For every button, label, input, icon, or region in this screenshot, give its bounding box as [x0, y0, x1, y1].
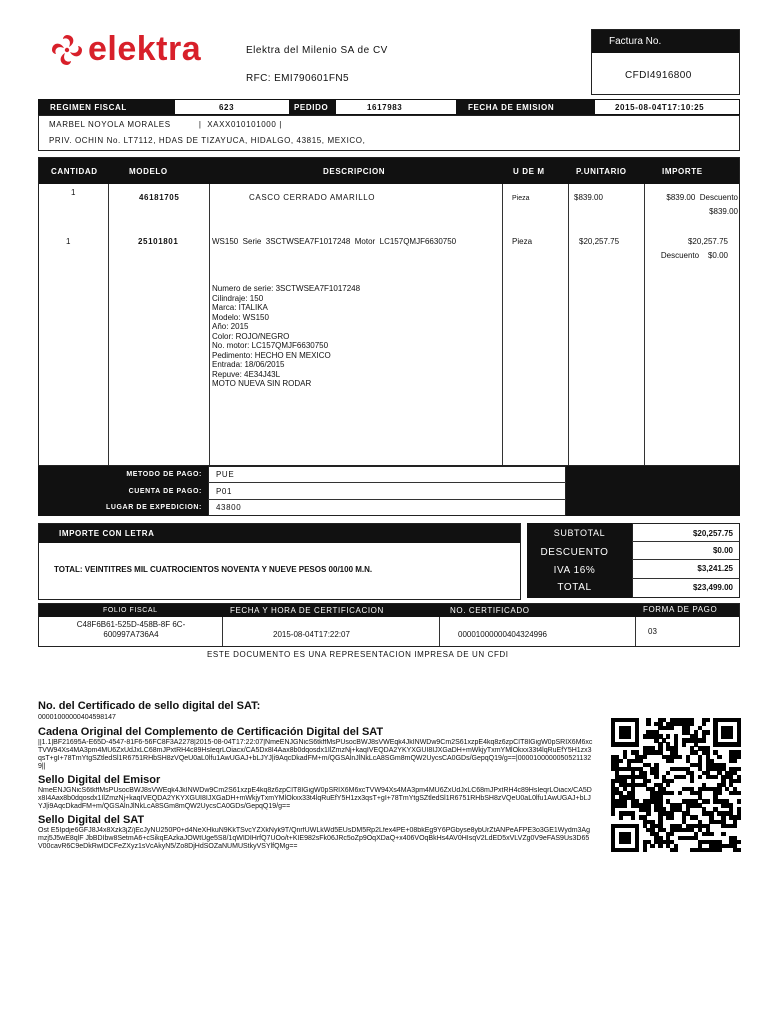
payment-values-box — [208, 466, 566, 516]
qr-code — [611, 718, 741, 852]
row1-qty: 1 — [71, 188, 76, 197]
qr-module — [611, 811, 615, 815]
qr-module — [733, 759, 737, 763]
pedido-label: PEDIDO — [294, 103, 329, 112]
brand-name: elektra — [88, 30, 202, 68]
iva-value: $3,241.25 — [697, 564, 733, 573]
qr-module — [670, 832, 674, 836]
qr-module — [666, 783, 670, 787]
regimen-value-cell — [175, 99, 289, 115]
qr-module — [706, 730, 710, 734]
amount-letter-value: TOTAL: VEINTITRES MIL CUATROCIENTOS NOVENTA Y NUEVE PESOS 00/100 M.N. — [54, 565, 373, 574]
col-modelo: MODELO — [129, 167, 168, 176]
lugar-value: 43800 — [216, 503, 242, 512]
qr-module — [709, 832, 713, 836]
detail-line: MOTO NUEVA SIN RODAR — [212, 379, 312, 388]
invoice-label — [592, 30, 739, 53]
item-details — [212, 284, 360, 389]
col-udem: U DE M — [513, 167, 545, 176]
fecha-emision-value: 2015-08-04T17:10:25 — [615, 103, 705, 112]
qr-module — [623, 803, 627, 807]
qr-module — [706, 718, 710, 722]
subtotal-value: $20,257.75 — [692, 529, 733, 538]
qr-module — [737, 755, 741, 759]
qr-module — [682, 775, 686, 779]
detail-line: Cilindraje: 150 — [212, 293, 264, 303]
elektra-flower-icon — [48, 31, 86, 69]
iva-label: IVA 16% — [553, 565, 596, 576]
regimen-label: REGIMEN FISCAL — [50, 103, 127, 112]
row1-desc: CASCO CERRADO AMARILLO — [249, 193, 376, 202]
qr-module — [717, 755, 721, 759]
qr-module — [737, 767, 741, 771]
qr-module — [717, 791, 721, 795]
amount-letter-header — [39, 524, 520, 543]
detail-line: Modelo: WS150 — [212, 312, 269, 322]
row2-model: 25101801 — [138, 237, 179, 246]
sat-seal-value: Ost E5Ipdje6GFJ8J4x8Xzk3jZ/jEcJyNU250P0+d4NeXHkuN9KkTSvcYZXkNyk9T/QnrfUWLkWd5EUsDM5Rp2Lfex4PE+08bkEg9Y6PGbyse8ybUrZtANPeAFPE3o3GE1Wydm3Agmzj5J5wE8qlF JbBDIbw8SetmA6+cSikqEAzkaJOWtUge5S8/1qWIDIHrfQ7UOo/t+KIE982sFk06JRc5oZp9OqXDaQ+x406VOqBkHs4AV0HIsqV2LdED5xVLVZg0V9eFAS9Us3D65V00cavR6C9eDkRwIDCFeZXyz1sVcAkyN5/Zo8DjHdSOZaNUMUStkyVSYlfQMg== — [38, 827, 590, 850]
row1-import-2: $839.00 — [709, 207, 738, 216]
detail-line: Marca: ITALIKA — [212, 303, 268, 312]
qr-module — [670, 815, 674, 819]
col-descripcion: DESCRIPCION — [323, 167, 386, 176]
fecha-emision-cell — [594, 99, 740, 115]
qr-module — [670, 779, 674, 783]
qr-module — [737, 779, 741, 783]
divider — [502, 184, 503, 465]
metodo-label: METODO DE PAGO: — [126, 471, 202, 478]
divider — [568, 184, 569, 465]
descuento-label: DESCUENTO — [540, 547, 609, 558]
qr-module — [690, 779, 694, 783]
amount-letter-box — [38, 523, 521, 600]
row1-model: 46181705 — [139, 193, 180, 202]
detail-line: Repuve: 4E34J43L — [212, 369, 281, 379]
qr-module — [698, 775, 702, 779]
qr-module — [737, 799, 741, 803]
qr-module — [654, 775, 658, 779]
col-importe: IMPORTE — [662, 167, 703, 176]
fecha-cert-label: FECHA Y HORA DE CERTIFICACION — [230, 606, 384, 615]
qr-module — [627, 734, 631, 738]
totals-divider — [632, 541, 740, 542]
totals-divider — [632, 559, 740, 560]
items-table — [38, 157, 740, 466]
issuer-rfc: RFC: EMI790601FN5 — [246, 73, 349, 84]
row1-import-1: $839.00 Descuento — [666, 193, 738, 202]
issuer-name: Elektra del Milenio SA de CV — [246, 45, 388, 56]
row2-unit: Pieza — [512, 237, 533, 246]
sat-seal-label: Sello Digital del SAT — [38, 814, 145, 826]
fiscal-divider — [222, 617, 223, 646]
qr-module — [674, 848, 678, 852]
amount-letter-label: IMPORTE CON LETRA — [59, 529, 155, 538]
row1-price: $839.00 — [574, 193, 603, 202]
invoice-number: CFDI4916800 — [625, 70, 692, 81]
lugar-label: LUGAR DE EXPEDICION: — [105, 504, 202, 511]
cert-sat-label: No. del Certificado de sello digital del SAT: — [38, 700, 261, 712]
detail-line: Entrada: 18/06/2015 — [212, 360, 285, 369]
cert-value: 00001000000404324996 — [458, 630, 547, 639]
qr-module — [717, 848, 721, 852]
address-line: PRIV. OCHIN No. LT7112, HDAS DE TIZAYUCA, HIDALGO, 43815, MEXICO, — [49, 136, 366, 145]
items-table-header — [39, 158, 739, 184]
forma-value: 03 — [648, 627, 657, 636]
qr-module — [690, 722, 694, 726]
fiscal-box — [38, 603, 740, 647]
elektra-logo — [48, 28, 223, 72]
invoice-label-text: Factura No. — [609, 36, 662, 47]
metodo-value: PUE — [216, 470, 235, 479]
fiscal-divider — [635, 617, 636, 646]
qr-module — [619, 815, 623, 819]
payment-right-bg — [566, 466, 740, 516]
emisor-value: NmeENJGNicS6tkffMsPUsocBWJ8sVWEqk4JkINWDw9Cm2S61xzpE4kq8z6zpCIT8IGigW0pSRIX6M6xcTVW94Xs4MA3pm4MU6ZxUdJxLC68mJPxtRH4c89HsIeqrLOiacx/CA5Dx8I4Aax8b0dqosdx1IlZmzNj+kaqIVEQDA2YKYXGUI8IJXGaDH+mWkjyTxmYMlOkxx33t4lqRuEfY5H1zx3qsT+gI+78TmYtgSZtledSl1R6751RHbSH8zVQeU0aL0lfu1AwUGAJ+bLJYJ|i9AqcDkadFM+m/QGSAlnJlNkLcA8SGm8mQW2UycsCA0GDs/GepqQ19/g== — [38, 787, 592, 810]
divider — [644, 184, 645, 465]
emisor-label: Sello Digital del Emisor — [38, 774, 161, 786]
subtotal-label: SUBTOTAL — [553, 528, 606, 538]
qr-module — [670, 791, 674, 795]
cert-label: NO. CERTIFICADO — [450, 606, 530, 615]
qr-module — [650, 844, 654, 848]
cuenta-value: P01 — [216, 487, 233, 496]
qr-module — [619, 759, 623, 763]
qr-module — [737, 840, 741, 844]
total-value: $23,499.00 — [692, 583, 733, 592]
qr-module — [706, 799, 710, 803]
totals-box — [527, 523, 740, 598]
qr-module — [678, 755, 682, 759]
qr-module — [631, 815, 635, 819]
cadena-label: Cadena Original del Complemento de Certificación Digital del SAT — [38, 726, 384, 738]
folio-label: FOLIO FISCAL — [103, 607, 158, 614]
pedido-value: 1617983 — [367, 103, 403, 112]
qr-module — [702, 722, 706, 726]
qr-module — [658, 844, 662, 848]
row2-qty: 1 — [66, 237, 71, 246]
invoice-number-box — [591, 29, 740, 95]
payment-divider — [208, 499, 566, 500]
qr-module — [713, 775, 717, 779]
cuenta-label: CUENTA DE PAGO: — [128, 488, 202, 495]
qr-module — [678, 791, 682, 795]
regimen-bar — [38, 99, 740, 115]
row2-price: $20,257.75 — [579, 237, 620, 246]
qr-module — [646, 779, 650, 783]
row2-import-1: $20,257.75 — [687, 237, 728, 246]
qr-module — [729, 734, 733, 738]
regimen-value: 623 — [219, 103, 235, 112]
cert-sat-value: 00001000000404598147 — [38, 714, 116, 721]
qr-module — [702, 738, 706, 742]
qr-code-modules — [611, 718, 741, 852]
fiscal-divider — [439, 617, 440, 646]
qr-module — [646, 811, 650, 815]
qr-module — [670, 726, 674, 730]
col-punitario: P.UNITARIO — [576, 167, 627, 176]
qr-module — [737, 791, 741, 795]
qr-module — [733, 824, 737, 828]
descuento-value: $0.00 — [712, 546, 733, 555]
sat-section — [38, 700, 593, 851]
qr-module — [721, 832, 725, 836]
fecha-cert-value: 2015-08-04T17:22:07 — [273, 630, 350, 639]
cfdi-notice: ESTE DOCUMENTO ES UNA REPRESENTACION IMPRESA DE UN CFDI — [207, 650, 509, 659]
detail-line: Numero de serie: 3SCTWSEA7F1017248 — [212, 284, 361, 293]
qr-module — [635, 848, 639, 852]
qr-module — [737, 742, 741, 746]
qr-module — [627, 840, 631, 844]
customer-line: MARBEL NOYOLA MORALES | XAXX010101000 | — [49, 120, 282, 129]
qr-module — [635, 742, 639, 746]
detail-line: No. motor: LC157QMJF6630750 — [212, 341, 329, 350]
qr-module — [737, 815, 741, 819]
qr-module — [682, 742, 686, 746]
row1-unit: Pieza — [512, 195, 530, 202]
row2-import-2: Descuento $0.00 — [660, 251, 728, 260]
qr-module — [643, 755, 647, 759]
detail-line: Año: 2015 — [212, 322, 249, 331]
payment-block — [38, 466, 740, 516]
detail-line: Pedimento: HECHO EN MEXICO — [212, 350, 331, 360]
total-label: TOTAL — [557, 582, 592, 593]
payment-divider — [208, 482, 566, 483]
qr-module — [666, 771, 670, 775]
customer-box — [38, 115, 740, 151]
pedido-value-cell — [336, 99, 456, 115]
divider — [108, 184, 109, 465]
divider — [209, 184, 210, 465]
totals-divider — [632, 578, 740, 579]
fecha-emision-label: FECHA DE EMISION — [468, 103, 555, 112]
row2-desc: WS150 Serie 3SCTWSEA7F1017248 Motor LC157QMJF6630750 — [212, 237, 457, 246]
qr-module — [737, 848, 741, 852]
forma-label: FORMA DE PAGO — [643, 605, 718, 614]
qr-module — [646, 722, 650, 726]
cadena-value: ||1.1|BF21695A-E65D-4547-81F6-56FC8F3A2278|2015-08-04T17:22:07|NmeENJGNicS6tkffMsPUsocBWJ8sVWEqk4JkINWDw9Cm2S61xzpE4kq8z6zpCIT8IGigW0pSRIX6M6xcTVW94Xs4MA3pm4MU6ZxUdJxLC68mJPxtRH4c89HsIeqrLOiacx/CA5Dx8I4Aax8b0dqosdx1IlZmzNj+kaqIVEQDA2YKYXGUI8IJXGaDH+mWkjyTxmYMlOkxx33t4lqRuEfY5H1zx3qsT+gI+78TmYtgSZtledSl1R6751RHbSH8zVQeU0aL0lfu1AwUGAJ+bLJYJ|i9AqcDkadFM+m/QGSAlnJlNkLcA8SGm8mQW2UycsCA0GDs/GepqQ19/g==|00001000000505211329|| — [38, 739, 593, 770]
qr-module — [643, 848, 647, 852]
folio-value: C48F6B61-525D-458B-8F 6C-600997A736A4 — [76, 620, 186, 639]
detail-line: Color: ROJO/NEGRO — [212, 331, 290, 341]
qr-module — [670, 759, 674, 763]
col-cantidad: CANTIDAD — [51, 167, 98, 176]
qr-module — [666, 734, 670, 738]
